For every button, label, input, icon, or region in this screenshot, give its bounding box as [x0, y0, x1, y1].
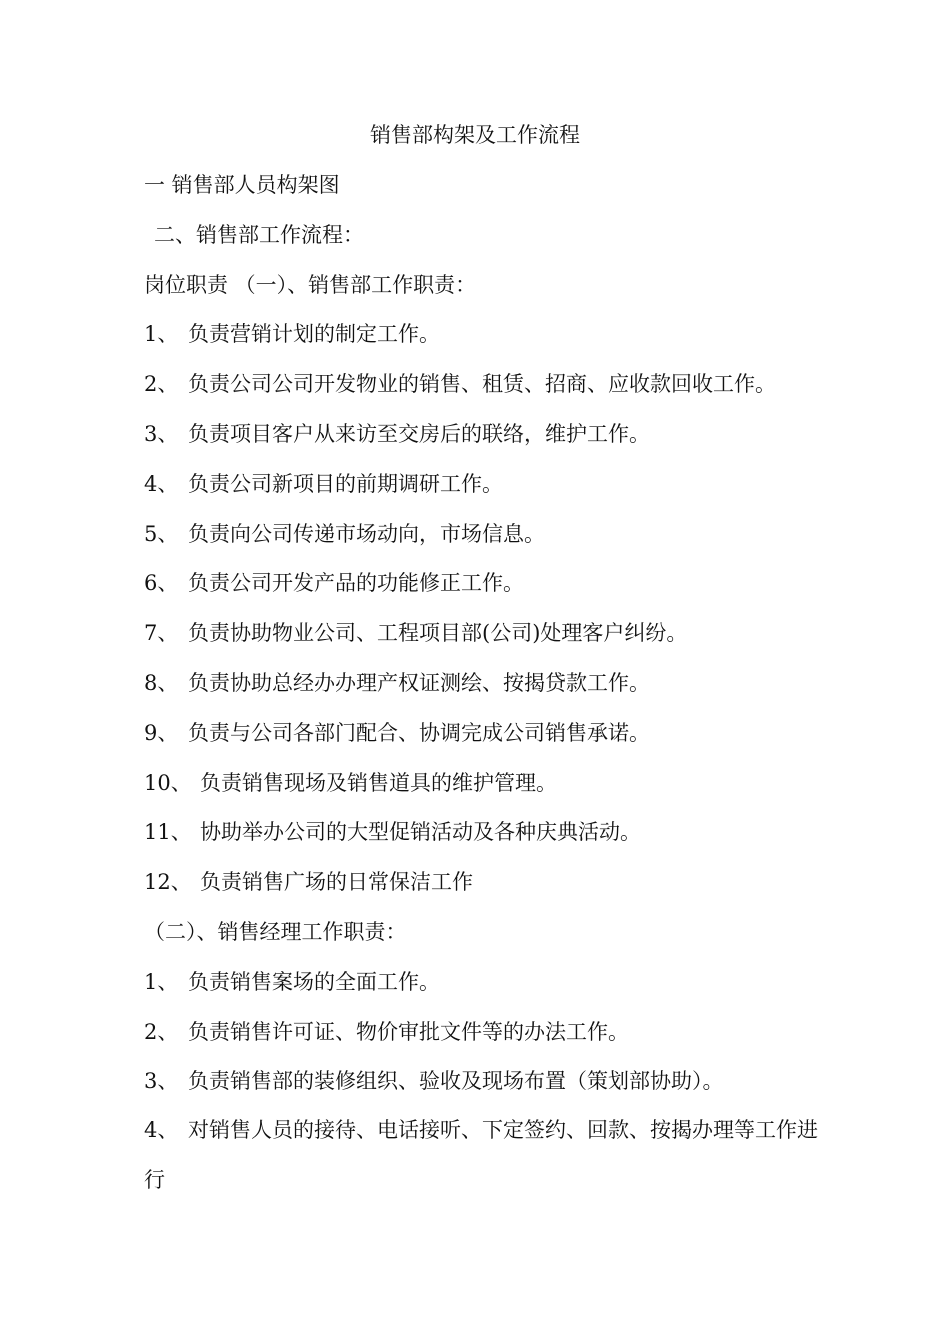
list-item: [144, 1066, 824, 1096]
list-item: [144, 967, 824, 997]
list-item: [144, 1017, 824, 1047]
list-item: [144, 618, 824, 648]
list-item: [144, 668, 824, 698]
document-title: 销售部构架及工作流程: [370, 123, 580, 147]
list-text: 负责销售现场及销售道具的维护管理。: [200, 770, 557, 795]
list-number: 9、: [144, 720, 179, 745]
section-heading-org-chart: 一 销售部人员构架图: [144, 173, 340, 197]
list-number: 5、: [144, 521, 179, 546]
list-text: 协助举办公司的大型促销活动及各种庆典活动。: [200, 820, 641, 845]
list-number: 8、: [144, 670, 179, 695]
list-number: 3、: [144, 1069, 179, 1094]
list-number: 1、: [144, 322, 179, 347]
list-number: 3、: [144, 421, 179, 446]
section-heading-workflow: 二、销售部工作流程：: [154, 222, 364, 247]
list-item: [144, 319, 824, 349]
list-number: 4、: [144, 471, 179, 496]
list-item: [144, 568, 824, 598]
list-item: [144, 718, 824, 748]
list-text: 负责项目客户从来访至交房后的联络，维护工作。: [188, 421, 650, 446]
list-text: 负责营销计划的制定工作。: [188, 322, 440, 347]
list-text: 负责销售广场的日常保洁工作: [200, 870, 473, 895]
list-number: 2、: [144, 1019, 179, 1044]
list-text: 负责向公司传递市场动向，市场信息。: [188, 521, 545, 546]
list-text: 负责协助物业公司、工程项目部(公司)处理客户纠纷。: [188, 621, 688, 646]
list-item: [144, 369, 824, 399]
list-number: 4、: [144, 1118, 179, 1143]
list-text: 负责公司公司开发物业的销售、租赁、招商、应收款回收工作。: [188, 372, 776, 397]
list-text: 负责销售许可证、物价审批文件等的办法工作。: [188, 1019, 629, 1044]
list-number: 12、: [144, 870, 192, 895]
list-number: 6、: [144, 571, 179, 596]
list-item: [144, 817, 824, 847]
list-text: 负责公司新项目的前期调研工作。: [188, 471, 503, 496]
list-text: 负责销售案场的全面工作。: [188, 969, 440, 994]
list-text: 负责与公司各部门配合、协调完成公司销售承诺。: [188, 720, 650, 745]
list-item: [144, 519, 824, 549]
list-item: [144, 469, 824, 499]
section-heading-manager-duties: （二）、销售经理工作职责：: [144, 919, 407, 944]
list-number: 1、: [144, 969, 179, 994]
document-body: [144, 170, 824, 1206]
list-number: 10、: [144, 770, 192, 795]
list-item: [144, 1106, 824, 1206]
list-item: [144, 867, 824, 897]
list-item: [144, 768, 824, 798]
list-number: 11、: [144, 820, 192, 845]
list-text: 对销售人员的接待、电话接听、下定签约、回款、按揭办理等工作进行: [144, 1118, 818, 1192]
list-text: 负责协助总经办办理产权证测绘、按揭贷款工作。: [188, 670, 650, 695]
list-text: 负责公司开发产品的功能修正工作。: [188, 571, 524, 596]
list-item: [144, 419, 824, 449]
list-number: 7、: [144, 621, 179, 646]
list-number: 2、: [144, 372, 179, 397]
list-text: 负责销售部的装修组织、验收及现场布置（策划部协助）。: [188, 1069, 724, 1094]
section-heading-dept-duties: 岗位职责 （一）、销售部工作职责：: [144, 272, 477, 297]
